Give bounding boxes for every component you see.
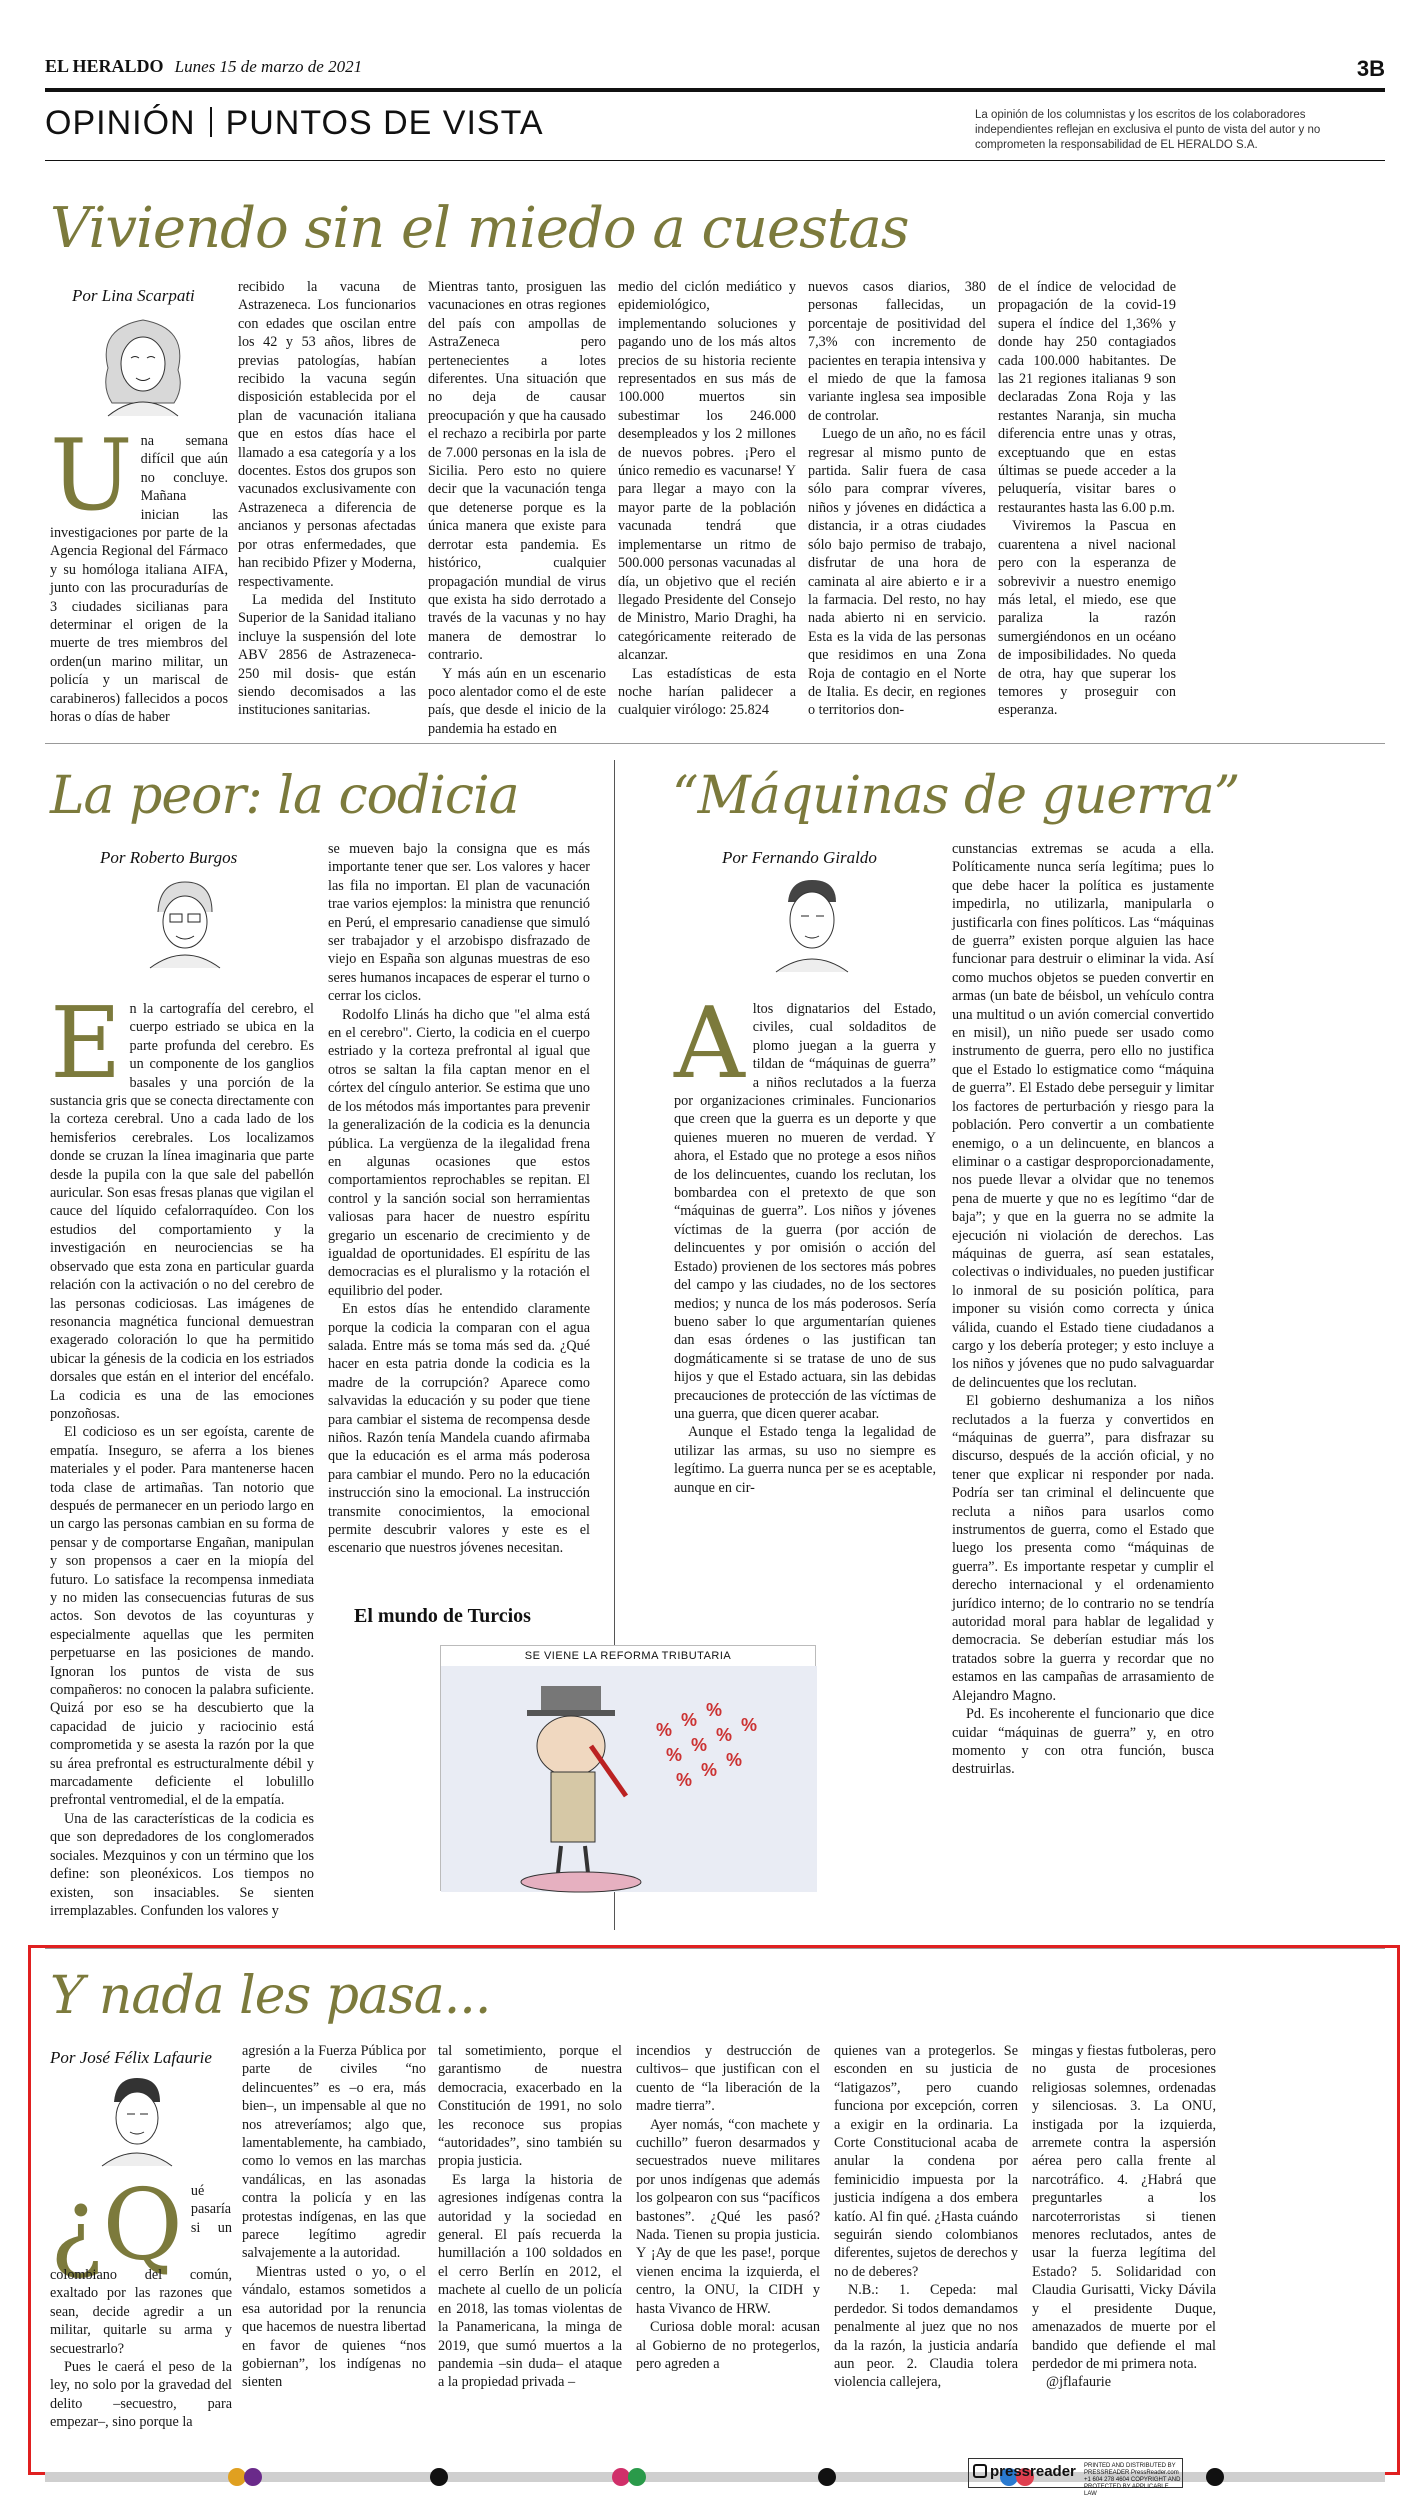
article-4-byline: Por José Félix Lafaurie (50, 2048, 212, 2067)
svg-text:%: % (741, 1715, 758, 1735)
masthead (45, 56, 1385, 86)
article-2-headline: La peor: la codicia (50, 766, 519, 826)
article-1-headline: Viviendo sin el miedo a cuestas (50, 196, 909, 261)
article-2-col-2: se mueven bajo la consigna que es más importante tener que ser. Los valores y hacer las fila no importan. El plan de vacunación trae varios ejemplos: la ministra que renunció en Perú, el empresario canadiense que simuló ser trabajador y el arzobispo disfrazado de viejo en España son algunas muestras de eso seres humanos incapaces de esperar el turno o cerrar los ciclos. Rodolfo Llinás ha dicho que "el alma está en el cerebro". Cierto, la codicia en el cuerpo estriado y la corteza prefrontal al igual que otros se saltan la fila captan menor en el córtex del cíngulo anterior. Se estima que uno de los métodos más importantes para prevenir la generalización de la codicia es la denuncia pública. La vergüenza de la ilegalidad frena en algunas ocasiones que estos comportamientos reprochables se repitan. El control y la sanción social son herramientas valiosas para hacer de nuestro espíritu gregario un escenario de crecimiento y de igualdad de oportunidades. El espíritu de las democracias es el pluralismo y la rotación el equilibrio del poder. En estos días he entendido claramente porque la codicia la comparan con el agua salada. Entre más se toma más sed da. ¿Qué hacer en esta patria donde la codicia es la madre de la corrupción? Aparece como salvavidas la educación y su poder que tiene para cambiar el sistema de recompensa desde niños. Razón tenía Mandela cuando afirmaba que la educación es el arma más poderosa para cambiar el mundo. Pero no la educación instrucción sino la emocional. La instrucción transmite conocimientos, la emocional permite descubrir valores y este es el escenario que nuestros jóvenes necesitan. (328, 841, 590, 1557)
article-4-col-6: mingas y fiestas futboleras, pero no gusta de procesiones religiosas solemnes, ordenadas y silenciosas. 3. La ONU, instigada por la izquierda, arremete contra la aspersión aérea pero calla frente al narcotráfico. 4. ¿Habrá que preguntarles a los narcoterroristas si tienen menores reclutados, antes de usar la fuerza legítima del Estado? 5. Solidaridad con Claudia Gurisatti, Vicky Dávila y el presidente Duque, amenazados de muerte por el bandido que defiende el mal perdedor de mi primera nota. @jflafaurie (1032, 2043, 1216, 2391)
author-portrait-lafaurie (96, 2072, 178, 2166)
svg-text:%: % (716, 1725, 733, 1745)
article-2-byline: Por Roberto Burgos (100, 848, 238, 867)
svg-text:%: % (666, 1745, 683, 1765)
section-subtitle: PUNTOS DE VISTA (225, 104, 544, 142)
article-1-col-1 (50, 419, 228, 726)
section-rule (45, 160, 1385, 161)
article-3-byline: Por Fernando Giraldo (722, 848, 877, 867)
registration-dot (628, 2468, 646, 2486)
article-1-col-4: medio del ciclón mediático y epidemiológico, implementando soluciones y pagando uno de los más altos precios de su historia reciente representados en sus más de 100.000 muertos sin subestimar los 246.000 desempleados y los 2 millones de nuevos pobres. ¡Pero el único remedio es vacunarse! Y para llegar a mayo con la mayor parte de la población vacunada tendrá que implementarse un ritmo de 500.000 personas vacunadas al día, un objetivo que el recién llegado Presidente del Consejo de Ministro, Mario Draghi, ha categóricamente reiterado de alcanzar. Las estadísticas de esta noche harían palidecer a cualquier virólogo: 25.824 (618, 279, 796, 719)
registration-dot (1206, 2468, 1224, 2486)
pressreader-badge[interactable] (968, 2458, 1183, 2497)
article-1-col-3: Mientras tanto, prosiguen las vacunaciones en otras regiones del país con ampollas de AstraZeneca pero pertenecientes a lotes diferentes. Una situación que no deja de causar preocupación y que ha causado el rechazo a recibirla por parte de 7.000 personas en la isla de Sicilia. Pero esto no quiere decir que la vacunación tenga que detenerse porque es la única manera que existe para derrotar esta pandemia. Es histórico, cualquier propagación mundial de virus que exista ha sido derrotado a través de la vacunas y no hay manera de demostrar lo contrario. Y más aún en un escenario poco alentador como el de este país, que desde el inicio de la pandemia ha estado en (428, 279, 606, 737)
article-1-lead-paragraph: Una semana difícil que aún no concluye. Mañana inician las investigaciones por parte de la Agencia Regional del Fármaco y su homóloga italiana AIFA, junto con las procuradurías de 3 ciudades sicilianas para determinar el origen de la muerte de tres miembros del orden(un marino militar, un policía y un mariscal de carabineros) fallecidos a pocos horas o días de haber (50, 419, 228, 726)
registration-dot (244, 2468, 262, 2486)
section-header (45, 104, 1385, 154)
page-number: 3B (1356, 56, 1385, 81)
pressreader-logo (973, 2463, 1076, 2480)
cartoon-drawing (441, 1646, 817, 1892)
article-1-col-5: nuevos casos diarios, 380 personas fallecidas, un porcentaje de positividad del 7,3% con incremento de pacientes en terapia intensiva y el miedo de que la famosa variante inglesa sea imposible de controlar. Luego de un año, no es fácil regresar al mismo punto de partida. Salir fuera de casa sólo para comprar víveres, niños y jóvenes en didáctica a distancia, ir a otras ciudades sólo bajo permiso de trabajo, disfrutar de una hora de caminata al aire abierto e ir a la farmacia. Del resto, no hay nada abierto ni en servicio. Esta es la vida de las personas que residimos en una Zona Roja de contagio en el Norte de Italia. Es decir, en regiones o territorios don- (808, 279, 986, 719)
author-portrait-giraldo (768, 872, 856, 972)
article-3-lead-paragraph: Altos dignatarios del Estado, civiles, cual soldaditos de plomo juegan a la guerra y tildan de “máquinas de guerra” a niños reclutados a la fuerza por organizaciones criminales. Funcionarios que creen que la guerra es un deporte y que quienes mueren no mueren de verdad. Y ahora, el Estado que no protege a esos niños de los delincuentes, cuando los reclutan, los bombardea con el pretexto de que son “máquinas de guerra”. Los niños y jóvenes víctimas de la guerra (por acción de delincuentes y por omisión o acción del Estado) provienen de los sectores más pobres del campo y las ciudades, no de los sectores medios; y nunca de los más poderosos. Sería bueno saber lo que argumentarían quienes dan esas órdenes o las justifican tan dogmáticamente si se tratase de uno de sus hijos y que el Estado actuara, sin las debidas precauciones de protección de las víctimas de una guerra, que dicen querer acabar. (674, 987, 936, 1422)
svg-text:%: % (691, 1735, 708, 1755)
article-4-col-2: agresión a la Fuerza Pública por parte de civiles “no delincuentes” es –o era, más bien–, un impensable al que no nos atreveríamos; algo que, lamentablemente, ha cambiado, como lo vemos en las marchas vandálicas, en las asonadas contra la policía y en las protestas indígenas, en las que parece legítimo agredir salvajemente a la autoridad. Mientras usted o yo, o el vándalo, estamos sometidos a esa autoridad por la renuncia que hacemos de nuestra libertad en favor de quienes “nos gobiernan”, los indígenas no sienten (242, 2043, 426, 2391)
divider-2 (45, 1948, 1385, 1949)
article-3-headline: “Máquinas de guerra” (672, 766, 1240, 826)
svg-text:%: % (726, 1750, 743, 1770)
svg-text:%: % (676, 1770, 693, 1790)
article-4-col-5: quienes van a protegerlos. Se esconden en su justicia de “latigazos”, pero cuando funciona por excepción, corren a exigir en la ordinaria. La Corte Constitucional acaba de anular la condena por feminicidio impuesta por la justicia indígena a dos embera katío. Al fin qué. ¿Hasta cuándo seguirán siendo colombianos diferentes, sujetos de derechos y no de deberes? N.B.: 1. Cepeda: mal perdedor. Si todos demandamos penalmente al juez que no nos da la razón, la justicia andaría aun peor. 2. Claudia tolera violencia callejera, (834, 2043, 1018, 2391)
article-1-col-2: recibido la vacuna de Astrazeneca. Los funcionarios con edades que oscilan entre los 42 y 53 años, libres de previas patologías, habían recibido la vacuna según disposición establecida por el plan de vacunación italiana que en estos días hace el llamado a esa categoría y a los docentes. Estos dos grupos son vacunados exclusivamente con Astrazeneca a diferencia de ancianos y personas afectadas por otras enfermedades, que han recibido Pfizer y Moderna, respectivamente. La medida del Instituto Superior de la Sanidad italiano incluye la suspensión del lote ABV 2856 de Astrazeneca- 250 mil dosis- que están siendo decomisados a las instituciones sanitarias. (238, 279, 416, 719)
article-2-col-1: En la cartografía del cerebro, el cuerpo estriado se ubica en la parte profunda del cerebro. Es un componente de los ganglios basales y una porción de la sustancia gris que se conecta directamente con la corteza cerebral. Uno a cada lado de los hemisferios cerebrales. Los localizamos donde se cruzan la línea imaginaria que parte desde la pupila con la que sale del pabellón auricular. Son esas fresas planas que vigilan el cauce del líquido cefalorraquídeo. Con los estudios del comportamiento y la investigación en neurociencias se ha observado que esta zona en particular guarda relación con la activación o no del cerebro de las personas codiciosas. Las imágenes de resonancia magnética funcional demuestran exagerado coloración lo que ha permitido ubicar la génesis de la codicia en los estriados dorsales que están en el interior del encéfalo. La codicia es una de las emociones ponzoñosas. El codicioso es un ser egoísta, carente de empatía. Inseguro, se aferra a los bienes materiales y el poder. Para mantenerse hacen toda clase de artimañas. Tan notorio que después de permanecer en un periodo largo en un cargo las personas cambian en su forma de pensar y de comportarse Engañan, manipulan y son propensos a caer en la miopía del futuro. Lo satisface la recompensa inmediata y no miden las consecuencias futuras de sus actos. Son devotos de las coyunturas y especialmente aquellas que les permiten perpetuarse en las posiciones de mando. Ignoran los puntos de vista de sus compañeros: no conocen la palabra suficiente. Quizá por eso se ha descubierto que la capacidad de juicio y raciocinio está comprometida y se asesta la razón por la que su área prefrontal es estructuralmente débil y marcadamente deficiente el lobulillo prefrontal ventromedial, el de la empatía. Una de las características de la codicia es que son depredadores de los conglomerados sociales. Mezquinos y con un término que los define: son pleonéxicos. Los tiempos no existen, son insaciables. Se sienten irremplazables. Confunden los valores y (50, 987, 314, 1919)
masthead-rule (45, 88, 1385, 92)
article-1-col-6: de el índice de velocidad de propagación de la covid-19 supera el índice del 1,36% y donde hay 250 contagiados cada 100.000 habitantes. De las 21 regiones italianas 9 son declaradas Zona Roja y las restantes Naranja, sin mucha diferencia entre unas y otras, exceptuando que en estas últimas se puede acceder a la peluquería, visitar bares o restaurantes hasta las 6.00 p.m. Viviremos la Pascua en cuarentena a nivel nacional pero con la esperanza de sobrevivir a nuestro enemigo más letal, el miedo, ese que paraliza la razón sumergiéndonos en un océano de imposibilidades. No queda de otra, hay que superar los temores y proseguir con esperanza. (998, 279, 1176, 719)
svg-text:%: % (681, 1710, 698, 1730)
article-1-byline: Por Lina Scarpati (72, 286, 195, 305)
section-disclaimer: La opinión de los columnistas y los escritos de los colaboradores independientes reflejan en exclusiva el punto de vista del autor y no comprometen la responsabilidad de EL HERALDO S.A. (975, 109, 1321, 151)
article-3-col-1: Altos dignatarios del Estado, civiles, cual soldaditos de plomo juegan a la guerra y tildan de “máquinas de guerra” a niños reclutados a la fuerza por organizaciones criminales. Funcionarios que creen que la guerra es un deporte y que quienes mueren no mueren de verdad. Y ahora, el Estado que no protege a esos niños de los delincuentes, cuando los reclutan, los bombardea con el pretexto de que son “máquinas de guerra”. Los niños y jóvenes víctimas de la guerra (por acción de delincuentes y por omisión o acción del Estado) provienen de los sectores más pobres del campo y las ciudades, no de los sectores medios; y nunca de los más poderosos. Sería bueno saber lo que argumentarían quienes dan esas órdenes o las justifican tan dogmáticamente si se tratase de uno de sus hijos y que el Estado actuara, sin las debidas precauciones de protección de las víctimas de una guerra, que dicen querer acabar. Aunque el Estado tenga la legalidad de utilizar las armas, su uso no siempre es legítimo. La guerra nunca per se es aceptable, aunque en cir- (674, 987, 936, 1496)
cartoon-title: El mundo de Turcios (354, 1605, 531, 1627)
section-separator (210, 107, 212, 137)
registration-dot (818, 2468, 836, 2486)
pressreader-logo-text: pressreader (990, 2463, 1076, 2480)
newspaper-name: EL HERALDO (45, 56, 164, 76)
cartoon-banner: SE VIENE LA REFORMA TRIBUTARIA (441, 1646, 815, 1666)
svg-text:%: % (706, 1700, 723, 1720)
author-portrait-burgos (140, 872, 230, 968)
article-4-lead-paragraph: ¿Qué pasaría si un colombiano del común, exaltado por las razones que sean, decide agredir a un militar, quitarle su arma y secuestrarlo? (50, 2169, 232, 2357)
article-4-col-1: ¿Qué pasaría si un colombiano del común, exaltado por las razones que sean, decide agredir a un militar, quitarle su arma y secuestrarlo? Pues le caerá el peso de la ley, no solo por la gravedad del delito –secuestro, para empezar–, sino porque la (50, 2169, 232, 2431)
article-4-col-3: tal sometimiento, porque el garantismo de nuestra democracia, exacerbado en la Constitución de 1991, no solo les reconoce sus propias “autoridades”, sino también su propia justicia. Es larga la historia de agresiones indígenas contra la autoridad y la sociedad en general. El país recuerda la humillación a 100 soldados en el cerro Berlín en 2012, el machete al cuello de un policía en 2018, las tomas violentas de la Panamericana, la minga de 2019, que sumó muertos a la pandemia –sin duda– el ataque a la propiedad privada – (438, 2043, 622, 2391)
article-4-col-4: incendios y destrucción de cultivos– que justifican con el cuento de “la liberación de la madre tierra”. Ayer nomás, “con machete y cuchillo” fueron desarmados y secuestrados nueve militares por unos indígenas que además los golpearon con sus “pacíficos bastones”. ¿Qué les pasó? Nada. Tienen su propia justicia. Y ¡Ay de que les pase!, porque vienen encima la izquierda, el centro, la ONU, la CIDH y hasta Vivanco de HRW. Curiosa doble moral: acusan al Gobierno de no protegerlos, pero agreden a (636, 2043, 820, 2372)
svg-text:%: % (701, 1760, 718, 1780)
article-4-headline: Y nada les pasa... (50, 1966, 491, 2026)
issue-date: Lunes 15 de marzo de 2021 (174, 57, 363, 76)
pressreader-notice: PRINTED AND DISTRIBUTED BY PRESSREADER PressReader.com +1 604 278 4604 COPYRIGHT AND PROTECTED BY APPLICABLE LAW (1084, 2463, 1181, 2497)
divider-1 (45, 743, 1385, 744)
cartoon-image (440, 1645, 816, 1891)
pressreader-icon (973, 2464, 987, 2478)
author-portrait-scarpati (88, 308, 198, 418)
registration-dot (430, 2468, 448, 2486)
section-title: OPINIÓN (45, 104, 196, 142)
article-2-lead-paragraph: En la cartografía del cerebro, el cuerpo estriado se ubica en la parte profunda del cerebro. Es un componente de los ganglios basales y una porción de la sustancia gris que se conecta directamente con la corteza cerebral. Uno a cada lado de los hemisferios cerebrales. Los localizamos donde se cruzan la línea imaginaria que parte desde la pupila con la que sale del pabellón auricular. Son esas fresas planas que vigilan el cauce del líquido cefalorraquídeo. Con los estudios del comportamiento y la investigación en neurociencias se ha observado que esta zona en particular guarda relación con la activación o no del cerebro de las personas codiciosas. Las imágenes de resonancia magnética funcional demuestran exagerado coloración lo que ha permitido ubicar la génesis de la codicia en los estriados dorsales que están en el interior del encéfalo. La codicia es una de las emociones ponzoñosas. (50, 987, 314, 1422)
article-3-col-2: cunstancias extremas se acuda a ella. Políticamente nunca sería legítima; pues lo que debe hacer la política es justamente impedirla, no utilizarla, manipularla o justificarla con fines políticos. Las “máquinas de guerra” existen porque alguien las hace funcionar para destruir o eliminar la vida. Así como muchos objetos se pueden convertir en armas (un bate de béisbol, un vehículo contra una multitud o un avión comercial convertido en misil), un niño puede ser usado como instrumento de guerra, pero ello no justifica que el Estado lo estigmatice como “máquina de guerra”. El Estado debe perseguir y limitar los factores de perturbación y riesgo para la población. Pero convertir a un combatiente enemigo, o a un delincuente, en blancos a eliminar o a castigar desproporcionadamente, nos puede llevar a olvidar que no tenemos pena de muerte y que no es legítimo “dar de baja”; y que en la guerra no se admite la ejecución ni violación de derechos. Las máquinas de guerra, así sean estatales, colectivas o individuales, no pueden justificar lo inmoral de su posición política, para imponer su visión como correcta y única válida, cuando el Estado tiene ciudadanos a cargo y los debería proteger; y esto incluye a los niños y jóvenes que no pudo salvaguardar de delincuentes que los reclutan. El gobierno deshumaniza a los niños reclutados a la fuerza y convertidos en “máquinas de guerra”, para disfrazar su discurso, después de la acción oficial, y no tener que explicar ni responder por nada. Podría ser tan criminal el delincuente que recluta a niños para usarlos como instrumentos de guerra, como el Estado que luego los presenta como “máquinas de guerra”. Es importante respetar y cumplir el derecho internacional y el ordenamiento jurídico interno; de lo contrario no se tendría autoridad moral para hablar de legalidad y democracia. Se deberían estudiar más los tratados sobre la guerra y recordar que no estamos en las campañas de arrasamiento de Alejandro Magno. Pd. Es incoherente el funcionario que dice cuidar “máquinas de guerra” y, en otro momento y con otra función, busca destruirlas. (952, 841, 1214, 1778)
svg-text:%: % (656, 1720, 673, 1740)
